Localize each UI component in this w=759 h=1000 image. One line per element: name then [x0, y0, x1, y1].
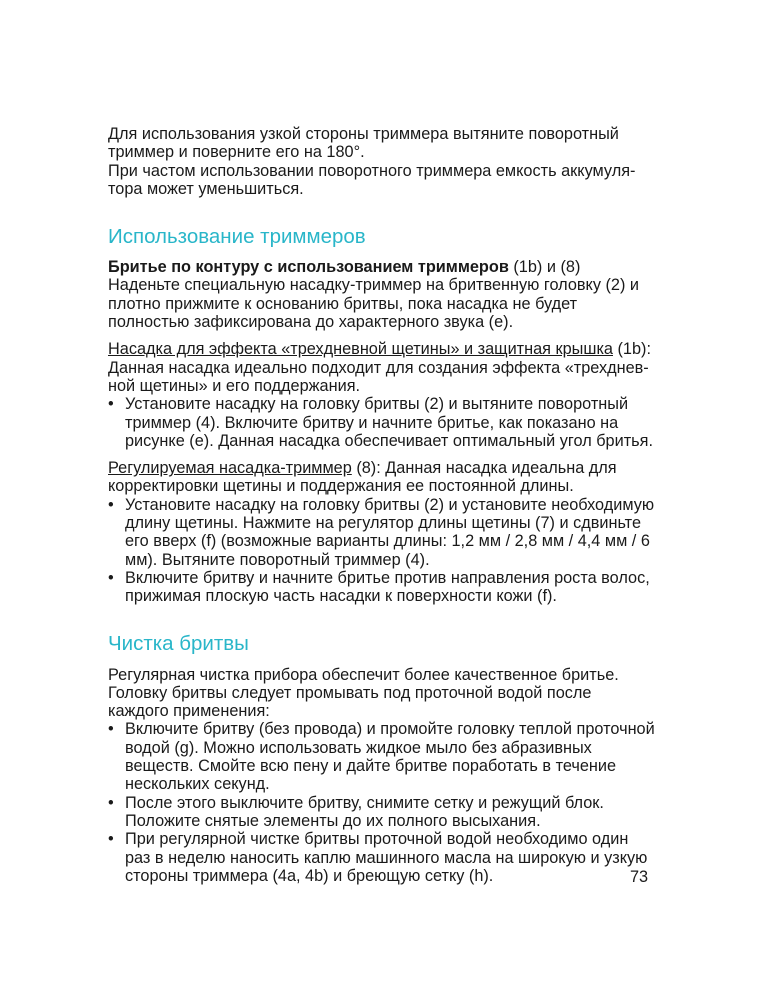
- page-number: 73: [630, 868, 649, 886]
- intro-paragraph-1: Для использования узкой стороны триммера вытяните поворотный триммер и поверните его на 180°.: [108, 125, 619, 162]
- stubble-attachment-desc: (1b): Данная насадка идеально подходит для создания эффекта «трехднев-ной щетины» и его поддержания.: [108, 340, 651, 395]
- section-heading-trimmers: Использование триммеров: [108, 225, 366, 249]
- intro-paragraph-2: При частом использовании поворотного триммера емкость аккумуля-тора может уменьшиться.: [108, 161, 636, 198]
- list-item: • Установите насадку на головку бритвы (2) и установите необходимую длину щетины. Нажмите на регулятор длины щетины (7) и сдвиньте его вверх (f) (возможные варианты длины: 1,2 мм / 2,8 мм / 4,4 мм / 6 мм). Вытяните поворотный триммер (4).: [108, 496, 656, 569]
- list-item: • Включите бритву и начните бритье против направления роста волос, прижимая плоскую часть насадки к поверхности кожи (f).: [108, 569, 656, 606]
- adjustable-trimmer-title: Регулируемая насадка-триммер: [108, 459, 352, 478]
- trimmer-subheading: [108, 258, 656, 276]
- adjustable-bullet-list: [108, 496, 656, 606]
- list-item: • Включите бритву (без провода) и промойте головку теплой проточной водой (g). Можно использовать жидкое мыло без абразивных веществ. Смойте всю пену и дайте бритве поработать в течение нескольких секунд.: [108, 720, 656, 793]
- trimmer-subheading-bold: Бритье по контуру с использованием триммеров: [108, 258, 509, 277]
- list-item: • После этого выключите бритву, снимите сетку и режущий блок. Положите снятые элементы до их полного высыхания.: [108, 794, 656, 831]
- trimmer-subheading-ref: (1b) и (8): [508, 258, 581, 277]
- manual-page-content: [108, 125, 656, 885]
- stubble-attachment-paragraph: [108, 340, 656, 395]
- section-heading-cleaning: Чистка бритвы: [108, 631, 249, 655]
- cleaning-bullet-list: [108, 720, 656, 885]
- adjustable-trimmer-desc: (8): Данная насадка идеальна для корректировки щетины и поддержания ее постоянной длины.: [108, 459, 617, 496]
- trimmer-attach-paragraph: Наденьте специальную насадку-триммер на бритвенную головку (2) и плотно прижмите к основанию бритвы, пока насадка не будет полностью зафиксирована до характерного звука (e).: [108, 276, 640, 332]
- stubble-bullet-list: [108, 395, 656, 450]
- list-item: • Установите насадку на головку бритвы (2) и вытяните поворотный триммер (4). Включите бритву и начните бритье, как показано на рисунке (e). Данная насадка обеспечивает оптимальный угол бритья.: [108, 395, 656, 450]
- list-item: • При регулярной чистке бритвы проточной водой необходимо один раз в неделю наносить каплю машинного масла на широкую и узкую стороны триммера (4a, 4b) и бреющую сетку (h).: [108, 830, 656, 885]
- adjustable-trimmer-paragraph: [108, 459, 656, 496]
- stubble-attachment-title: Насадка для эффекта «трехдневной щетины» и защитная крышка: [108, 340, 613, 359]
- cleaning-intro-paragraph: Регулярная чистка прибора обеспечит более качественное бритье. Головку бритвы следует промывать под проточной водой после каждого применения:: [108, 665, 619, 721]
